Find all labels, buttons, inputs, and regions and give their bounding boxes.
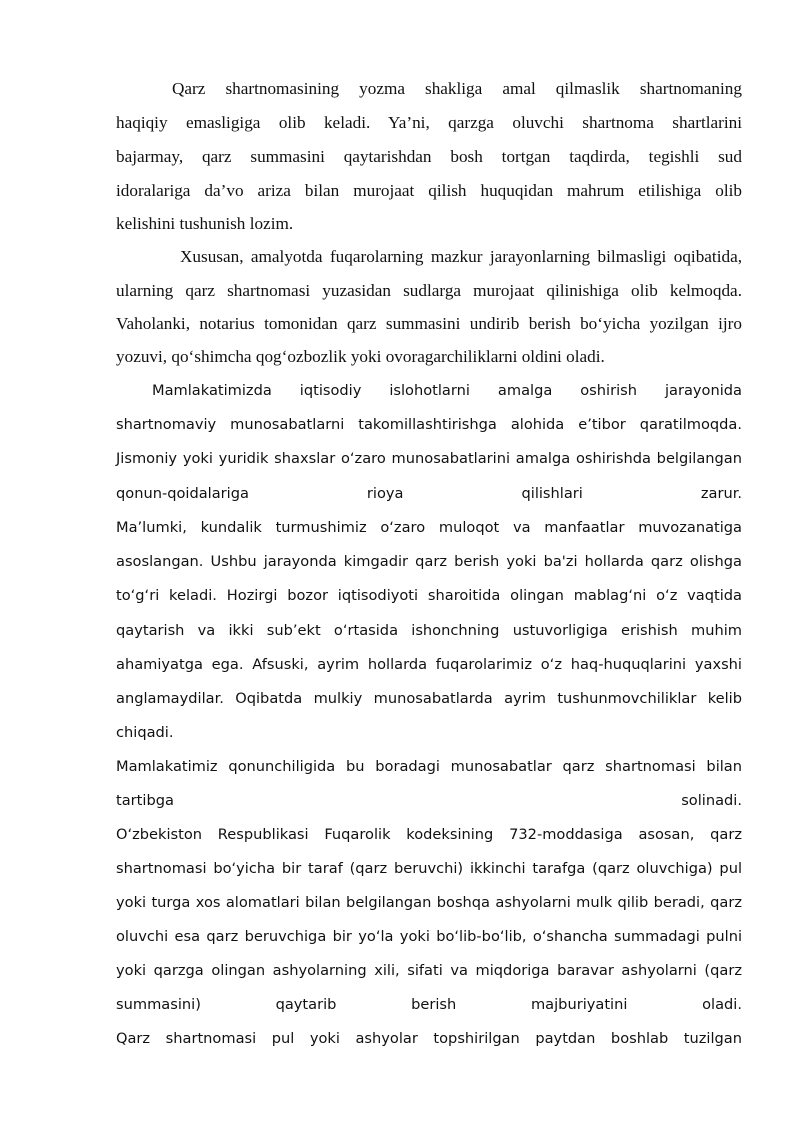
- paragraph-6-line-2: shartnomasi bo‘yicha bir taraf (qarz beruvchi) ikkinchi tarafga (qarz oluvchiga) pul: [116, 860, 742, 877]
- paragraph-2-line-2: ularning qarz shartnomasi yuzasidan sudlarga murojaat qilinishiga olib kelmoqda.: [116, 281, 742, 300]
- paragraph-3-line-3: Jismoniy yoki yuridik shaxslar o‘zaro munosabatlarini amalga oshirishda belgilangan: [116, 450, 742, 467]
- paragraph-4-line-6: anglamaydilar. Oqibatda mulkiy munosabatlarda ayrim tushunmovchiliklar kelib: [116, 690, 742, 707]
- paragraph-6-line-6: summasini) qaytarib berish majburiyatini oladi.: [116, 996, 742, 1013]
- paragraph-6-line-3: yoki turga xos alomatlari bilan belgilangan boshqa ashyolarni mulk qilib beradi, qarz: [116, 894, 742, 911]
- paragraph-4-line-7: chiqadi.: [116, 724, 174, 741]
- paragraph-4-line-5: ahamiyatga ega. Afsuski, ayrim hollarda fuqarolarimiz o‘z haq-huquqlarini yaxshi: [116, 656, 742, 673]
- paragraph-2-line-1: Xususan, amalyotda fuqarolarning mazkur jarayonlarning bilmasligi oqibatida,: [180, 247, 742, 266]
- paragraph-1-line-3: bajarmay, qarz summasini qaytarishdan bosh tortgan taqdirda, tegishli sud: [116, 147, 742, 166]
- paragraph-3-line-4: qonun-qoidalariga rioya qilishlari zarur.: [116, 485, 742, 502]
- paragraph-4-line-1: Ma’lumki, kundalik turmushimiz o‘zaro muloqot va manfaatlar muvozanatiga: [116, 519, 742, 536]
- paragraph-5-line-2: tartibga solinadi.: [116, 792, 742, 809]
- paragraph-2-line-4: yozuvi, qo‘shimcha qog‘ozbozlik yoki ovoragarchiliklarni oldini oladi.: [116, 347, 605, 366]
- paragraph-1-line-5: kelishini tushunish lozim.: [116, 214, 294, 233]
- paragraph-1-line-1: Qarz shartnomasining yozma shakliga amal qilmaslik shartnomaning: [172, 79, 742, 98]
- paragraph-4-line-2: asoslangan. Ushbu jarayonda kimgadir qarz berish yoki ba'zi hollarda qarz olishga: [116, 553, 742, 570]
- paragraph-6-line-1: O‘zbekiston Respublikasi Fuqarolik kodeksining 732-moddasiga asosan, qarz: [116, 826, 742, 843]
- paragraph-1-line-2: haqiqiy emasligiga olib keladi. Ya’ni, qarzga oluvchi shartnoma shartlarini: [116, 113, 742, 132]
- paragraph-3-line-2: shartnomaviy munosabatlarni takomillashtirishga alohida e’tibor qaratilmoqda.: [116, 416, 742, 433]
- paragraph-7-line-1: Qarz shartnomasi pul yoki ashyolar topshirilgan paytdan boshlab tuzilgan: [116, 1030, 742, 1047]
- paragraph-6-line-5: yoki qarzga olingan ashyolarning xili, sifati va miqdoriga baravar ashyolarni (qarz: [116, 962, 742, 979]
- paragraph-3-line-1: Mamlakatimizda iqtisodiy islohotlarni amalga oshirish jarayonida: [152, 382, 742, 399]
- paragraph-2-line-3: Vaholanki, notarius tomonidan qarz summasini undirib berish bo‘yicha yozilgan ijro: [116, 314, 742, 333]
- paragraph-4-line-4: qaytarish va ikki sub’ekt o‘rtasida ishonchning ustuvorligiga erishish muhim: [116, 622, 742, 639]
- paragraph-1-line-4: idoralariga da’vo ariza bilan murojaat qilish huquqidan mahrum etilishiga olib: [116, 181, 742, 200]
- paragraph-6-line-4: oluvchi esa qarz beruvchiga bir yo‘la yoki bo‘lib-bo‘lib, o‘shancha summadagi pulni: [116, 928, 742, 945]
- paragraph-5-line-1: Mamlakatimiz qonunchiligida bu boradagi munosabatlar qarz shartnomasi bilan: [116, 758, 742, 775]
- paragraph-4-line-3: to‘g‘ri keladi. Hozirgi bozor iqtisodiyoti sharoitida olingan mablag‘ni o‘z vaqtida: [116, 587, 742, 604]
